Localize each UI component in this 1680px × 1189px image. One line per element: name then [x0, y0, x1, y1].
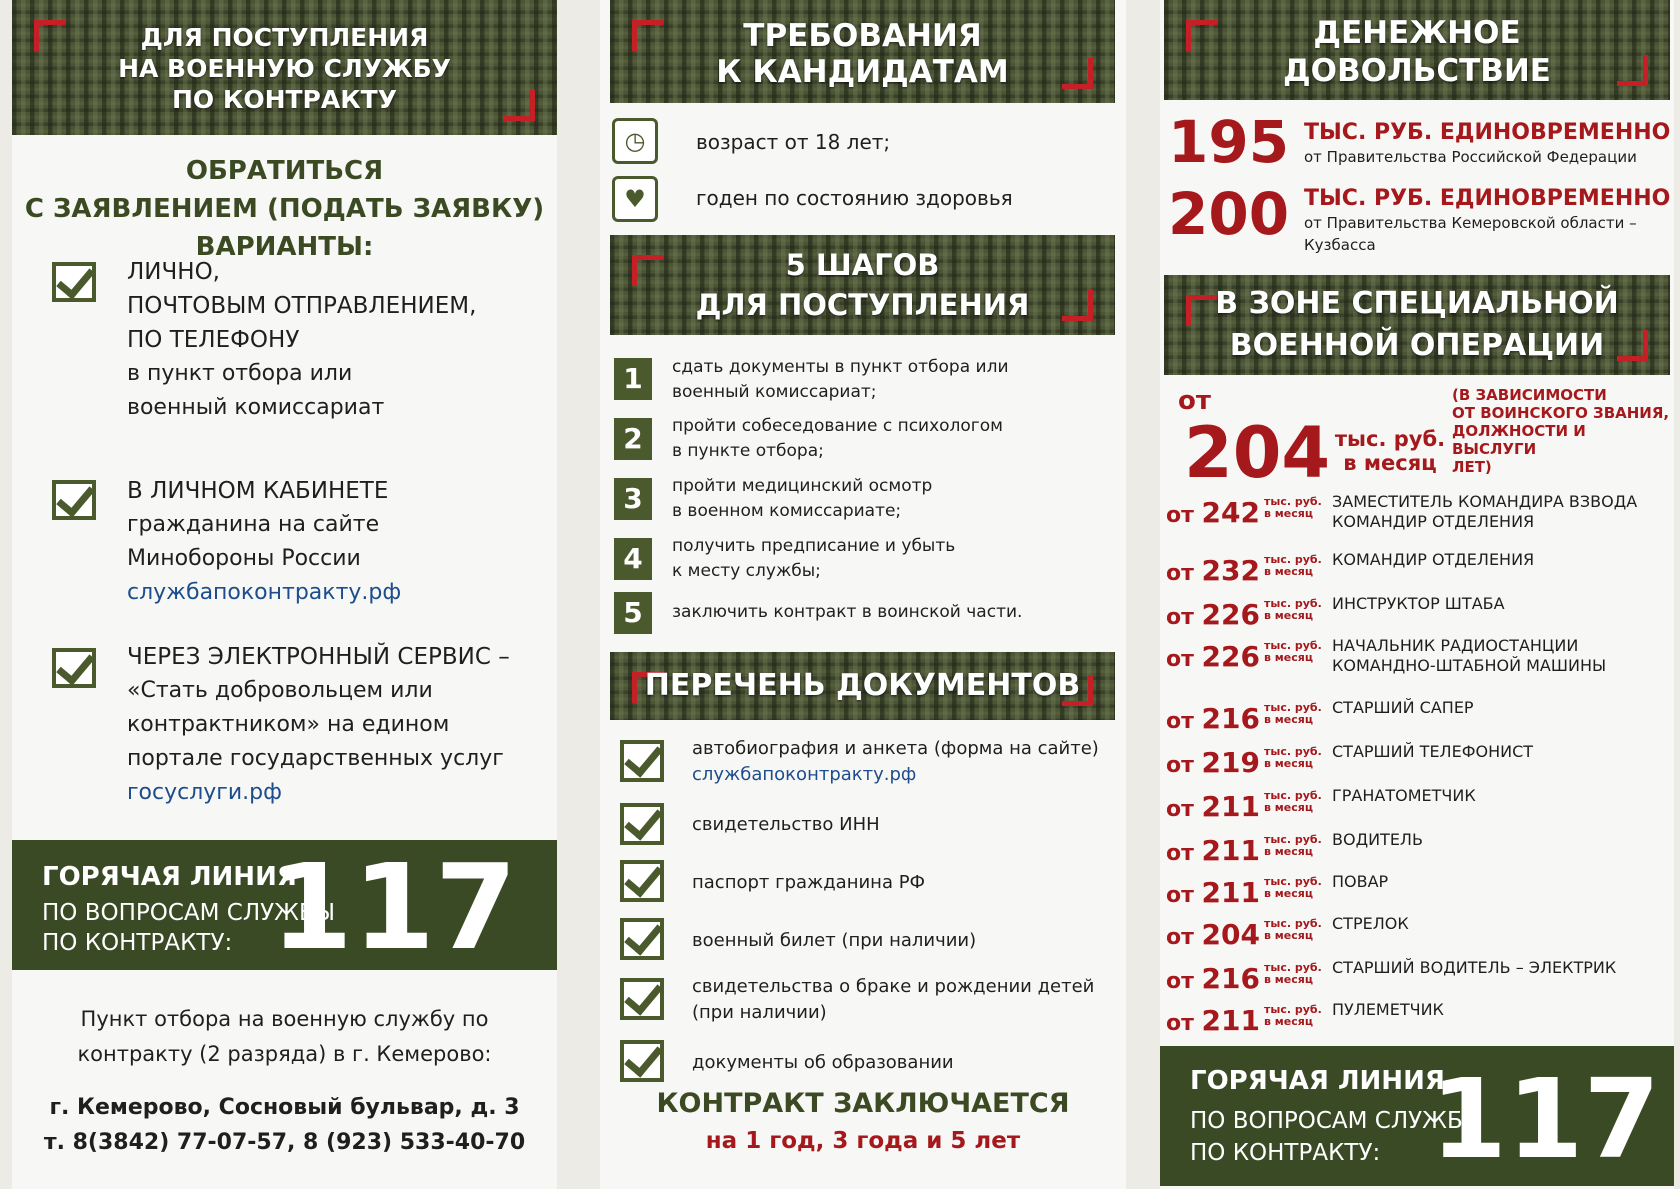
position-pay-row: от 211 тыс. руб. в месяц ВОДИТЕЛЬ [1166, 830, 1423, 867]
position-pay-row: от 219 тыс. руб. в месяц СТАРШИЙ ТЕЛЕФОНИСТ [1166, 742, 1534, 779]
position-pay-row: от 211 тыс. руб. в месяц ГРАНАТОМЕТЧИК [1166, 786, 1476, 823]
checkmark-icon [52, 648, 96, 688]
base-monthly-pay: 204 [1184, 412, 1331, 494]
document-item: паспорт гражданина РФ [692, 872, 926, 893]
recruitment-point-label: Пункт отбора на военную службу по контракту (2 разряда) в г. Кемерово: [77, 1007, 492, 1066]
heart-pulse-icon: ♥ [612, 176, 658, 222]
panel-apply [12, 0, 557, 1189]
requirement-age: возраст от 18 лет; [696, 130, 891, 154]
hotline-banner: ГОРЯЧАЯ ЛИНИЯ ПО ВОПРОСАМ СЛУЖБЫ ПО КОНТРАКТУ: 117 [12, 840, 557, 970]
checkmark-icon [620, 1040, 664, 1082]
apply-title: ОБРАТИТЬСЯ С ЗАЯВЛЕНИЕМ (ПОДАТЬ ЗАЯВКУ) ВАРИАНТЫ: [24, 156, 545, 262]
document-item: военный билет (при наличии) [692, 930, 977, 951]
pay-dependency-note: (В ЗАВИСИМОСТИ ОТ ВОИНСКОГО ЗВАНИЯ, ДОЛЖНОСТИ И ВЫСЛУГИ ЛЕТ) [1452, 386, 1670, 476]
step-number: 1 [614, 358, 652, 400]
header-line: ПО КОНТРАКТУ [172, 85, 397, 114]
option-in-person: ЛИЧНО, ПОЧТОВЫМ ОТПРАВЛЕНИЕМ, ПО ТЕЛЕФОНУ в пункт отбора или военный комиссариат [127, 259, 477, 420]
panel-pay: ДЕНЕЖНОЕ ДОВОЛЬСТВИЕ 195 ТЫС. РУБ. ЕДИНОВРЕМЕННО от Правительства Российской Федерации 200 ТЫС. РУБ. ЕДИНОВРЕМЕННО от Правительства Кемеровской области – Кузбасса В ЗОНЕ СПЕЦИАЛЬНОЙ ВОЕННОЙ ОПЕРАЦИИ от 204 тыс. руб. в месяц (В ЗАВИСИМОСТИ ОТ ВОИНСКОГО ЗВАНИЯ, ДОЛЖНОСТИ И ВЫСЛУГИ ЛЕТ) от 242 тыс. руб. в месяц ЗАМЕСТИТЕЛЬ КОМАНДИРА ВЗВОДА КОМАНДИР ОТДЕЛЕНИЯ от 232 тыс. руб. в месяц КОМАНДИР ОТДЕЛЕНИЯ от 226 тыс. руб. в месяц ИНСТРУКТОР ШТАБА от 226 тыс. руб. в месяц НАЧАЛЬНИК РАДИОСТАНЦИИ КОМАНДНО-ШТАБНОЙ МАШИНЫ от 216 тыс. руб. в месяц СТАРШИЙ САПЕР от 219 тыс. руб. в месяц СТАРШИЙ ТЕЛЕФОНИСТ от 211 тыс. руб. в месяц ГРАНАТОМЕТЧИК от 211 тыс. руб. в месяц ВОДИТЕЛЬ от 211 тыс. руб. в месяц ПОВАР от 204 тыс. руб. в месяц СТРЕЛОК от 216 тыс. руб. в месяц СТАРШИЙ ВОДИТЕЛЬ – ЭЛЕКТРИК от 211 тыс. руб. в месяц ПУЛЕМЕТЧИК ГОРЯЧАЯ ЛИНИЯ ПО ВОПРОСАМ СЛУЖБЫ ПО КОНТРАКТУ: 117 [1160, 0, 1674, 1189]
checkmark-icon [52, 262, 96, 302]
header-svo-zone: В ЗОНЕ СПЕЦИАЛЬНОЙ ВОЕННОЙ ОПЕРАЦИИ [1164, 275, 1670, 375]
hotline-banner: ГОРЯЧАЯ ЛИНИЯ ПО ВОПРОСАМ СЛУЖБЫ ПО КОНТРАКТУ: 117 [1160, 1046, 1674, 1186]
option-gosuslugi: ЧЕРЕЗ ЭЛЕКТРОННЫЙ СЕРВИС – «Стать добровольцем или контрактником» на едином портале государственных услуг госуслуги.рф [127, 640, 547, 810]
step-number: 3 [614, 478, 652, 520]
mod-site-link[interactable]: службапоконтракту.рф [127, 580, 402, 605]
header-documents-list: ПЕРЕЧЕНЬ ДОКУМЕНТОВ [610, 652, 1115, 720]
position-pay-row: от 216 тыс. руб. в месяц СТАРШИЙ ВОДИТЕЛЬ – ЭЛЕКТРИК [1166, 958, 1617, 995]
step-item: получить предписание и убыть к месту службы; [672, 536, 956, 581]
checkmark-icon [620, 803, 664, 845]
step-number: 5 [614, 592, 652, 634]
document-item: документы об образовании [692, 1052, 954, 1073]
step-number: 4 [614, 538, 652, 580]
step-item: заключить контракт в воинской части. [672, 602, 1023, 622]
option-personal-cabinet: В ЛИЧНОМ КАБИНЕТЕ гражданина на сайте Минобороны России службапоконтракту.рф [127, 474, 547, 610]
header-line: ДЛЯ ПОСТУПЛЕНИЯ [140, 23, 429, 52]
document-item: свидетельства о браке и рождении детей (при наличии) [692, 976, 1095, 1023]
contract-site-link[interactable]: службапоконтракту.рф [692, 764, 917, 785]
step-item: пройти собеседование с психологом в пункте отбора; [672, 416, 1003, 461]
gosuslugi-link[interactable]: госуслуги.рф [127, 780, 282, 805]
checkmark-icon [52, 480, 96, 520]
requirement-health: годен по состоянию здоровья [696, 186, 1013, 210]
contract-title: КОНТРАКТ ЗАКЛЮЧАЕТСЯ [656, 1088, 1070, 1119]
checkmark-icon [620, 860, 664, 902]
position-pay-row: от 211 тыс. руб. в месяц ПОВАР [1166, 872, 1389, 909]
position-pay-row: от 242 тыс. руб. в месяц ЗАМЕСТИТЕЛЬ КОМАНДИРА ВЗВОДА КОМАНДИР ОТДЕЛЕНИЯ [1166, 492, 1638, 531]
panel-requirements [600, 0, 1126, 1189]
position-pay-row: от 204 тыс. руб. в месяц СТРЕЛОК [1166, 914, 1409, 951]
document-item: автобиография и анкета (форма на сайте) службапоконтракту.рф [692, 736, 1122, 788]
position-pay-row: от 232 тыс. руб. в месяц КОМАНДИР ОТДЕЛЕНИЯ [1166, 550, 1535, 587]
header-contract-service [12, 0, 557, 135]
header-requirements: ТРЕБОВАНИЯ К КАНДИДАТАМ [610, 0, 1115, 103]
position-pay-row: от 226 тыс. руб. в месяц НАЧАЛЬНИК РАДИОСТАНЦИИ КОМАНДНО-ШТАБНОЙ МАШИНЫ [1166, 636, 1607, 675]
position-pay-row: от 211 тыс. руб. в месяц ПУЛЕМЕТЧИК [1166, 1000, 1444, 1037]
checkmark-icon [620, 978, 664, 1020]
position-pay-row: от 216 тыс. руб. в месяц СТАРШИЙ САПЕР [1166, 698, 1474, 735]
document-item: свидетельство ИНН [692, 814, 880, 835]
step-item: пройти медицинский осмотр в военном комиссариате; [672, 476, 933, 521]
header-line: НА ВОЕННУЮ СЛУЖБУ [118, 54, 451, 83]
clock-icon: ◷ [612, 118, 658, 164]
recruitment-point-address: г. Кемерово, Сосновый бульвар, д. 3 т. 8(3842) 77-07-57, 8 (923) 533-40-70 [43, 1095, 526, 1155]
checkmark-icon [620, 918, 664, 960]
header-allowance: ДЕНЕЖНОЕ ДОВОЛЬСТВИЕ [1164, 0, 1670, 100]
position-pay-row: от 226 тыс. руб. в месяц ИНСТРУКТОР ШТАБА [1166, 594, 1505, 631]
contract-terms: на 1 год, 3 года и 5 лет [705, 1128, 1021, 1154]
hotline-number[interactable]: 117 [270, 838, 517, 976]
hotline-number[interactable]: 117 [1430, 1055, 1660, 1183]
header-five-steps: 5 ШАГОВ ДЛЯ ПОСТУПЛЕНИЯ [610, 235, 1115, 335]
base-pay-unit: тыс. руб. в месяц [1334, 427, 1446, 475]
step-item: сдать документы в пункт отбора или военный комиссариат; [672, 357, 1009, 402]
step-number: 2 [614, 418, 652, 460]
checkmark-icon [620, 740, 664, 782]
